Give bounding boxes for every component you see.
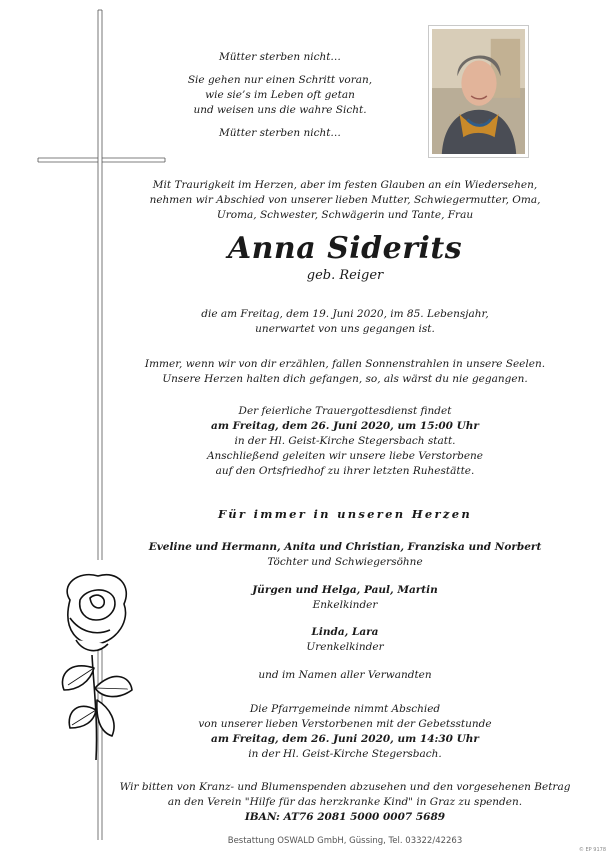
poem-line: und weisen uns die wahre Sicht. (193, 104, 367, 116)
service-line: Anschließend geleiten wir unsere liebe Verstorbene (206, 450, 484, 462)
deceased-name: Anna Siderits (227, 231, 463, 266)
death-notice (110, 307, 580, 337)
portrait-photo (428, 25, 529, 158)
poem (150, 50, 410, 141)
service-line: auf den Ortsfriedhof zu ihrer letzten Ruhestätte. (215, 465, 475, 477)
service-date: am Freitag, dem 26. Juni 2020, um 15:00 Uhr (211, 420, 479, 432)
footer-undertaker: Bestattung OSWALD GmbH, Güssing, Tel. 03322/42263 (227, 836, 463, 846)
parish-info (110, 702, 580, 762)
poem-line: Mütter sterben nicht… (219, 51, 341, 63)
family-names: Jürgen und Helga, Paul, Martin (252, 584, 438, 596)
service-line: in der Hl. Geist-Kirche Stegersbach statt. (234, 435, 456, 447)
verse-line: Unsere Herzen halten dich gefangen, so, als wärst du nie gegangen. (162, 373, 528, 385)
family-role: Töchter und Schwiegersöhne (267, 556, 423, 568)
portrait-photo-icon (432, 29, 525, 154)
poem-line: Sie gehen nur einen Schritt voran, (187, 74, 373, 86)
donation-line: Wir bitten von Kranz- und Blumenspenden abzusehen und den vorgesehenen Betrag (119, 781, 571, 793)
poem-line: Mütter sterben nicht… (219, 127, 341, 139)
family-names: Linda, Lara (311, 626, 379, 638)
intro-line: nehmen wir Abschied von unserer lieben Mutter, Schwiegermutter, Oma, (149, 194, 541, 206)
document-code: © EP 9178 (578, 847, 606, 853)
family-names: Eveline und Hermann, Anita und Christian, Franziska und Norbert (148, 541, 542, 553)
relatives-line: und im Namen aller Verwandten (258, 669, 432, 681)
service-info (110, 404, 580, 479)
family-group-3 (110, 625, 580, 655)
maiden-name: geb. Reiger (306, 268, 384, 283)
family-group-1 (110, 540, 580, 570)
parish-line: Die Pfarrgemeinde nimmt Abschied (249, 703, 441, 715)
poem-line: wie sie’s im Leben oft getan (205, 89, 355, 101)
verse (110, 357, 580, 387)
motto: Für immer in unseren Herzen (217, 507, 472, 521)
family-group-2 (110, 583, 580, 613)
verse-line: Immer, wenn wir von dir erzählen, fallen Sonnenstrahlen in unsere Seelen. (144, 358, 546, 370)
death-line: unerwartet von uns gegangen ist. (255, 323, 435, 335)
intro-line: Mit Traurigkeit im Herzen, aber im festen Glauben an ein Wiedersehen, (152, 179, 538, 191)
death-line: die am Freitag, dem 19. Juni 2020, im 85. Lebensjahr, (201, 308, 489, 320)
intro-line: Uroma, Schwester, Schwägerin und Tante, Frau (216, 209, 474, 221)
parish-date: am Freitag, dem 26. Juni 2020, um 14:30 Uhr (211, 733, 479, 745)
parish-line: von unserer lieben Verstorbenen mit der Gebetsstunde (198, 718, 492, 730)
family-role: Enkelkinder (312, 599, 378, 611)
service-line: Der feierliche Trauergottesdienst findet (238, 405, 452, 417)
donation-info (110, 780, 580, 825)
parish-line: in der Hl. Geist-Kirche Stegersbach. (248, 748, 442, 760)
family-role: Urenkelkinder (306, 641, 384, 653)
intro-text (110, 178, 580, 223)
iban: IBAN: AT76 2081 5000 0007 5689 (244, 811, 446, 823)
donation-line: an den Verein "Hilfe für das herzkranke Kind" in Graz zu spenden. (167, 796, 523, 808)
